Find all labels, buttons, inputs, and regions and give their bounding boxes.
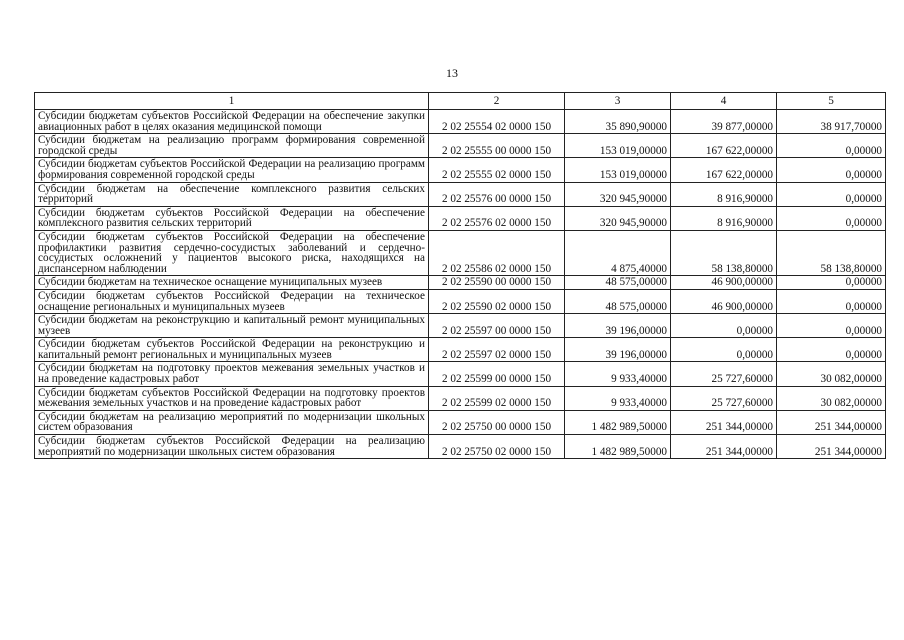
row-value-col5: 0,00000 [777, 289, 886, 313]
row-value-col3: 35 890,90000 [565, 110, 671, 134]
row-value-col3: 4 875,40000 [565, 230, 671, 275]
row-value-col4: 46 900,00000 [671, 289, 777, 313]
row-value-col3: 48 575,00000 [565, 289, 671, 313]
row-value-col3: 48 575,00000 [565, 276, 671, 290]
row-name-cell: Субсидии бюджетам субъектов Российской Федерации на обеспечение комплексного развития сельских территорий [35, 206, 429, 230]
table-row [35, 158, 886, 182]
column-header-2: 2 [429, 93, 565, 110]
column-header-4: 4 [671, 93, 777, 110]
table-row [35, 276, 886, 290]
row-name-cell: Субсидии бюджетам субъектов Российской Федерации на техническое оснащение региональных и муниципальных музеев [35, 289, 429, 313]
row-value-col4: 8 916,90000 [671, 182, 777, 206]
row-value-col4: 167 622,00000 [671, 134, 777, 158]
row-code-cell: 2 02 25586 02 0000 150 [429, 230, 565, 275]
row-value-col4: 25 727,60000 [671, 362, 777, 386]
row-value-col5: 0,00000 [777, 182, 886, 206]
row-name-cell: Субсидии бюджетам на техническое оснащение муниципальных музеев [35, 276, 429, 290]
row-name-cell: Субсидии бюджетам на подготовку проектов межевания земельных участков и на проведение кадастровых работ [35, 362, 429, 386]
row-value-col5: 251 344,00000 [777, 410, 886, 434]
row-name-cell: Субсидии бюджетам на реконструкцию и капитальный ремонт муниципальных музеев [35, 314, 429, 338]
table-row [35, 410, 886, 434]
row-code-cell: 2 02 25590 00 0000 150 [429, 276, 565, 290]
budget-revenue-table [34, 92, 886, 459]
row-code-cell: 2 02 25597 00 0000 150 [429, 314, 565, 338]
row-value-col4: 25 727,60000 [671, 386, 777, 410]
table-row [35, 386, 886, 410]
row-value-col4: 251 344,00000 [671, 410, 777, 434]
row-value-col3: 1 482 989,50000 [565, 435, 671, 459]
table-row [35, 289, 886, 313]
row-code-cell: 2 02 25599 00 0000 150 [429, 362, 565, 386]
row-name-cell: Субсидии бюджетам субъектов Российской Федерации на обеспечение профилактики развития сердечно-сосудистых заболеваний и сердечно-сосудистых осложнений у пациентов высокого риска, находящихся на диспансерном наблюдении [35, 230, 429, 275]
table-row [35, 230, 886, 275]
row-name-cell: Субсидии бюджетам субъектов Российской Федерации на реконструкцию и капитальный ремонт региональных и муниципальных музеев [35, 338, 429, 362]
row-code-cell: 2 02 25554 02 0000 150 [429, 110, 565, 134]
row-value-col4: 167 622,00000 [671, 158, 777, 182]
row-value-col4: 39 877,00000 [671, 110, 777, 134]
row-name-cell: Субсидии бюджетам на реализацию мероприятий по модернизации школьных систем образования [35, 410, 429, 434]
row-value-col3: 39 196,00000 [565, 338, 671, 362]
row-value-col5: 251 344,00000 [777, 435, 886, 459]
table-row [35, 314, 886, 338]
row-value-col4: 0,00000 [671, 338, 777, 362]
row-name-cell: Субсидии бюджетам субъектов Российской Федерации на обеспечение закупки авиационных работ в целях оказания медицинской помощи [35, 110, 429, 134]
row-value-col5: 0,00000 [777, 206, 886, 230]
row-value-col5: 0,00000 [777, 158, 886, 182]
row-value-col5: 58 138,80000 [777, 230, 886, 275]
row-value-col4: 46 900,00000 [671, 276, 777, 290]
row-code-cell: 2 02 25555 02 0000 150 [429, 158, 565, 182]
table-body [35, 110, 886, 459]
row-name-cell: Субсидии бюджетам на обеспечение комплексного развития сельских территорий [35, 182, 429, 206]
table-row [35, 362, 886, 386]
row-value-col3: 153 019,00000 [565, 158, 671, 182]
column-header-1: 1 [35, 93, 429, 110]
row-value-col5: 0,00000 [777, 134, 886, 158]
table-row [35, 338, 886, 362]
column-header-3: 3 [565, 93, 671, 110]
row-code-cell: 2 02 25750 02 0000 150 [429, 435, 565, 459]
row-name-cell: Субсидии бюджетам на реализацию программ формирования современной городской среды [35, 134, 429, 158]
row-code-cell: 2 02 25576 00 0000 150 [429, 182, 565, 206]
row-value-col5: 0,00000 [777, 276, 886, 290]
row-value-col5: 30 082,00000 [777, 386, 886, 410]
row-value-col3: 320 945,90000 [565, 182, 671, 206]
row-name-cell: Субсидии бюджетам субъектов Российской Федерации на реализацию программ формирования современной городской среды [35, 158, 429, 182]
row-value-col3: 9 933,40000 [565, 362, 671, 386]
column-header-5: 5 [777, 93, 886, 110]
row-value-col4: 58 138,80000 [671, 230, 777, 275]
table-header-row [35, 93, 886, 110]
page-number: 13 [446, 66, 458, 80]
row-code-cell: 2 02 25590 02 0000 150 [429, 289, 565, 313]
row-code-cell: 2 02 25599 02 0000 150 [429, 386, 565, 410]
table-row [35, 110, 886, 134]
row-value-col5: 30 082,00000 [777, 362, 886, 386]
row-value-col5: 0,00000 [777, 314, 886, 338]
table-row [35, 182, 886, 206]
table-row [35, 134, 886, 158]
row-code-cell: 2 02 25597 02 0000 150 [429, 338, 565, 362]
table-row [35, 206, 886, 230]
row-name-cell: Субсидии бюджетам субъектов Российской Федерации на подготовку проектов межевания земельных участков и на проведение кадастровых работ [35, 386, 429, 410]
row-value-col4: 0,00000 [671, 314, 777, 338]
row-value-col4: 8 916,90000 [671, 206, 777, 230]
row-value-col3: 9 933,40000 [565, 386, 671, 410]
row-code-cell: 2 02 25576 02 0000 150 [429, 206, 565, 230]
row-value-col3: 1 482 989,50000 [565, 410, 671, 434]
row-value-col5: 38 917,70000 [777, 110, 886, 134]
row-value-col3: 153 019,00000 [565, 134, 671, 158]
row-code-cell: 2 02 25750 00 0000 150 [429, 410, 565, 434]
row-name-cell: Субсидии бюджетам субъектов Российской Федерации на реализацию мероприятий по модернизации школьных систем образования [35, 435, 429, 459]
row-value-col4: 251 344,00000 [671, 435, 777, 459]
table-row [35, 435, 886, 459]
row-value-col5: 0,00000 [777, 338, 886, 362]
row-value-col3: 39 196,00000 [565, 314, 671, 338]
row-value-col3: 320 945,90000 [565, 206, 671, 230]
row-code-cell: 2 02 25555 00 0000 150 [429, 134, 565, 158]
